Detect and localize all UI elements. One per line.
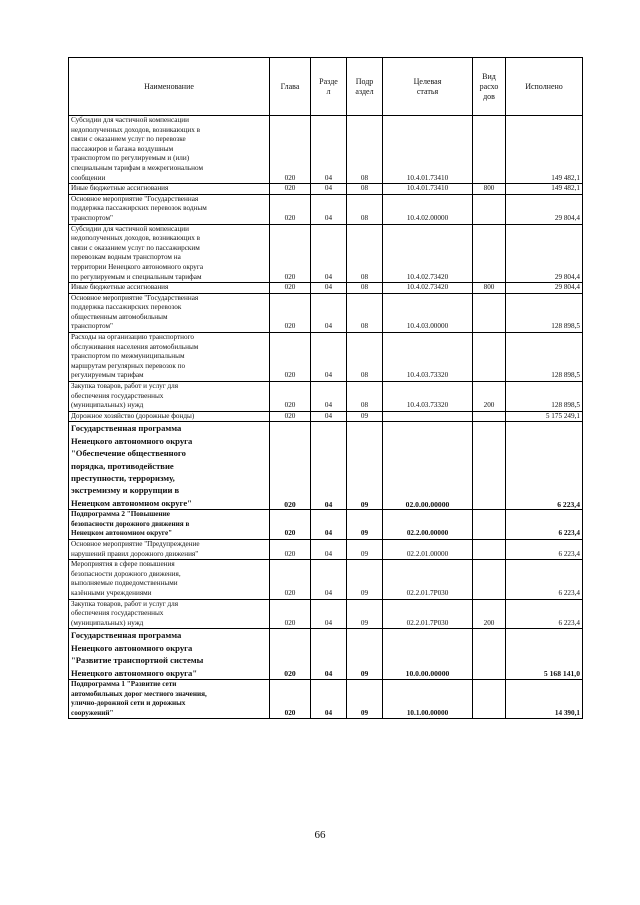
cell-chapter: 020 (270, 540, 311, 560)
cell-name: Субсидии для частичной компенсации недополученных доходов, возникающих в связи с оказанием услуг по перевозке пассажиров и багажа воздушным транспортом по регулируемым и (или) специальным тарифам в межрегиональном сообщении (69, 116, 270, 184)
cell-name: Основное мероприятие "Предупреждение нарушений правил дорожного движения" (69, 540, 270, 560)
cell-target: 10.1.00.00000 (383, 680, 473, 719)
cell-chapter: 020 (270, 194, 311, 224)
cell-executed: 6 223,4 (506, 422, 583, 510)
cell-name: Основное мероприятие "Государственная поддержка пассажирских перевозок общественным автомобильным транспортом" (69, 293, 270, 332)
header-expense: Вид расхо дов (473, 58, 506, 116)
cell-section: 04 (311, 422, 347, 510)
cell-name: Закупка товаров, работ и услуг для обеспечения государственных (муниципальных) нужд (69, 382, 270, 412)
cell-expense (473, 224, 506, 283)
table-row (69, 382, 583, 412)
cell-expense: 800 (473, 184, 506, 195)
header-chapter: Глава (270, 58, 311, 116)
cell-expense (473, 510, 506, 540)
cell-expense (473, 540, 506, 560)
cell-target: 10.4.03.73320 (383, 382, 473, 412)
cell-section: 04 (311, 184, 347, 195)
cell-executed: 6 223,4 (506, 510, 583, 540)
cell-chapter: 020 (270, 293, 311, 332)
cell-executed: 6 223,4 (506, 560, 583, 599)
cell-executed: 149 482,1 (506, 116, 583, 184)
cell-subsection: 09 (347, 422, 383, 510)
cell-subsection: 08 (347, 293, 383, 332)
cell-expense (473, 333, 506, 382)
cell-section: 04 (311, 382, 347, 412)
cell-subsection: 08 (347, 333, 383, 382)
table-row (69, 283, 583, 294)
cell-subsection: 09 (347, 510, 383, 540)
cell-name: Иные бюджетные ассигнования (69, 184, 270, 195)
table-row (69, 116, 583, 184)
cell-chapter: 020 (270, 283, 311, 294)
header-subsection: Подр аздел (347, 58, 383, 116)
cell-target: 10.4.02.73420 (383, 224, 473, 283)
cell-subsection: 08 (347, 283, 383, 294)
cell-chapter: 020 (270, 510, 311, 540)
cell-executed: 6 223,4 (506, 540, 583, 560)
cell-subsection: 08 (347, 184, 383, 195)
cell-chapter: 020 (270, 382, 311, 412)
cell-executed: 6 223,4 (506, 599, 583, 629)
cell-chapter: 020 (270, 411, 311, 422)
table-row (69, 422, 583, 510)
cell-expense (473, 560, 506, 599)
cell-section: 04 (311, 293, 347, 332)
cell-subsection: 09 (347, 540, 383, 560)
cell-section: 04 (311, 194, 347, 224)
cell-chapter: 020 (270, 599, 311, 629)
cell-expense (473, 422, 506, 510)
cell-section: 04 (311, 629, 347, 680)
cell-executed: 128 898,5 (506, 382, 583, 412)
cell-chapter: 020 (270, 333, 311, 382)
cell-subsection: 09 (347, 560, 383, 599)
cell-section: 04 (311, 510, 347, 540)
table-row (69, 224, 583, 283)
cell-name: Закупка товаров, работ и услуг для обеспечения государственных (муниципальных) нужд (69, 599, 270, 629)
cell-chapter: 020 (270, 680, 311, 719)
cell-target: 10.4.03.00000 (383, 293, 473, 332)
cell-chapter: 020 (270, 560, 311, 599)
header-section: Разде л (311, 58, 347, 116)
cell-expense: 200 (473, 599, 506, 629)
cell-executed: 29 804,4 (506, 283, 583, 294)
cell-subsection: 09 (347, 629, 383, 680)
cell-expense (473, 411, 506, 422)
cell-name: Государственная программа Ненецкого автономного округа "Развитие транспортной системы Ненецкого автономного округа" (69, 629, 270, 680)
cell-subsection: 08 (347, 116, 383, 184)
cell-expense (473, 293, 506, 332)
cell-target: 10.4.03.73320 (383, 333, 473, 382)
cell-subsection: 09 (347, 680, 383, 719)
header-name: Наименование (69, 58, 270, 116)
table-row (69, 540, 583, 560)
page-number: 66 (314, 829, 326, 841)
cell-section: 04 (311, 224, 347, 283)
cell-subsection: 08 (347, 382, 383, 412)
cell-executed: 128 898,5 (506, 333, 583, 382)
cell-name: Государственная программа Ненецкого автономного округа "Обеспечение общественного порядка, противодействие преступности, терроризму, экстремизму и коррупции в Ненецком автономном округе" (69, 422, 270, 510)
cell-target: 10.0.00.00000 (383, 629, 473, 680)
cell-section: 04 (311, 560, 347, 599)
cell-executed: 5 175 249,1 (506, 411, 583, 422)
cell-section: 04 (311, 540, 347, 560)
table-row (69, 599, 583, 629)
table-row (69, 411, 583, 422)
table-row (69, 510, 583, 540)
table-row (69, 293, 583, 332)
budget-table (68, 57, 583, 719)
table-row (69, 333, 583, 382)
table-row (69, 194, 583, 224)
cell-expense (473, 680, 506, 719)
cell-name: Дорожное хозяйство (дорожные фонды) (69, 411, 270, 422)
cell-target: 10.4.01.73410 (383, 184, 473, 195)
cell-section: 04 (311, 333, 347, 382)
cell-name: Расходы на организацию транспортного обслуживания населения автомобильным транспортом по межмуниципальным маршрутам регулярных перевозок по регулируемым тарифам (69, 333, 270, 382)
cell-chapter: 020 (270, 422, 311, 510)
cell-target: 10.4.01.73410 (383, 116, 473, 184)
cell-target: 02.2.01.7Р030 (383, 560, 473, 599)
cell-subsection: 09 (347, 411, 383, 422)
cell-target: 02.2.01.00000 (383, 540, 473, 560)
cell-chapter: 020 (270, 224, 311, 283)
cell-executed: 29 804,4 (506, 224, 583, 283)
header-target: Целевая статья (383, 58, 473, 116)
cell-target: 10.4.02.73420 (383, 283, 473, 294)
table-row (69, 184, 583, 195)
cell-section: 04 (311, 680, 347, 719)
cell-executed: 14 390,1 (506, 680, 583, 719)
cell-subsection: 09 (347, 599, 383, 629)
cell-name: Подпрограмма 1 "Развитие сети автомобильных дорог местного значения, улично-дорожной сети и дорожных сооружений" (69, 680, 270, 719)
cell-executed: 5 168 141,0 (506, 629, 583, 680)
cell-name: Мероприятия в сфере повышения безопасности дорожного движения, выполняемые подведомственными казёнными учреждениями (69, 560, 270, 599)
cell-section: 04 (311, 599, 347, 629)
table-row (69, 560, 583, 599)
cell-expense: 200 (473, 382, 506, 412)
cell-executed: 128 898,5 (506, 293, 583, 332)
table-row (69, 680, 583, 719)
cell-chapter: 020 (270, 184, 311, 195)
cell-target: 02.2.00.00000 (383, 510, 473, 540)
cell-chapter: 020 (270, 116, 311, 184)
cell-target: 02.0.00.00000 (383, 422, 473, 510)
cell-executed: 29 804,4 (506, 194, 583, 224)
cell-name: Подпрограмма 2 "Повышение безопасности дорожного движения в Ненецком автономном округе" (69, 510, 270, 540)
cell-subsection: 08 (347, 194, 383, 224)
cell-expense (473, 194, 506, 224)
cell-section: 04 (311, 116, 347, 184)
table-row (69, 629, 583, 680)
cell-section: 04 (311, 411, 347, 422)
header-row (69, 58, 583, 116)
cell-target: 02.2.01.7Р030 (383, 599, 473, 629)
cell-expense: 800 (473, 283, 506, 294)
cell-name: Иные бюджетные ассигнования (69, 283, 270, 294)
cell-executed: 149 482,1 (506, 184, 583, 195)
cell-expense (473, 116, 506, 184)
cell-expense (473, 629, 506, 680)
cell-target: 10.4.02.00000 (383, 194, 473, 224)
cell-chapter: 020 (270, 629, 311, 680)
cell-name: Основное мероприятие "Государственная поддержка пассажирских перевозок водным транспортом" (69, 194, 270, 224)
header-executed: Исполнено (506, 58, 583, 116)
cell-name: Субсидии для частичной компенсации недополученных доходов, возникающих в связи с оказанием услуг по пассажирским перевозкам водным транспортом на территории Ненецкого автономного округа по регулируемым и специальным тарифам (69, 224, 270, 283)
cell-section: 04 (311, 283, 347, 294)
cell-target (383, 411, 473, 422)
cell-subsection: 08 (347, 224, 383, 283)
